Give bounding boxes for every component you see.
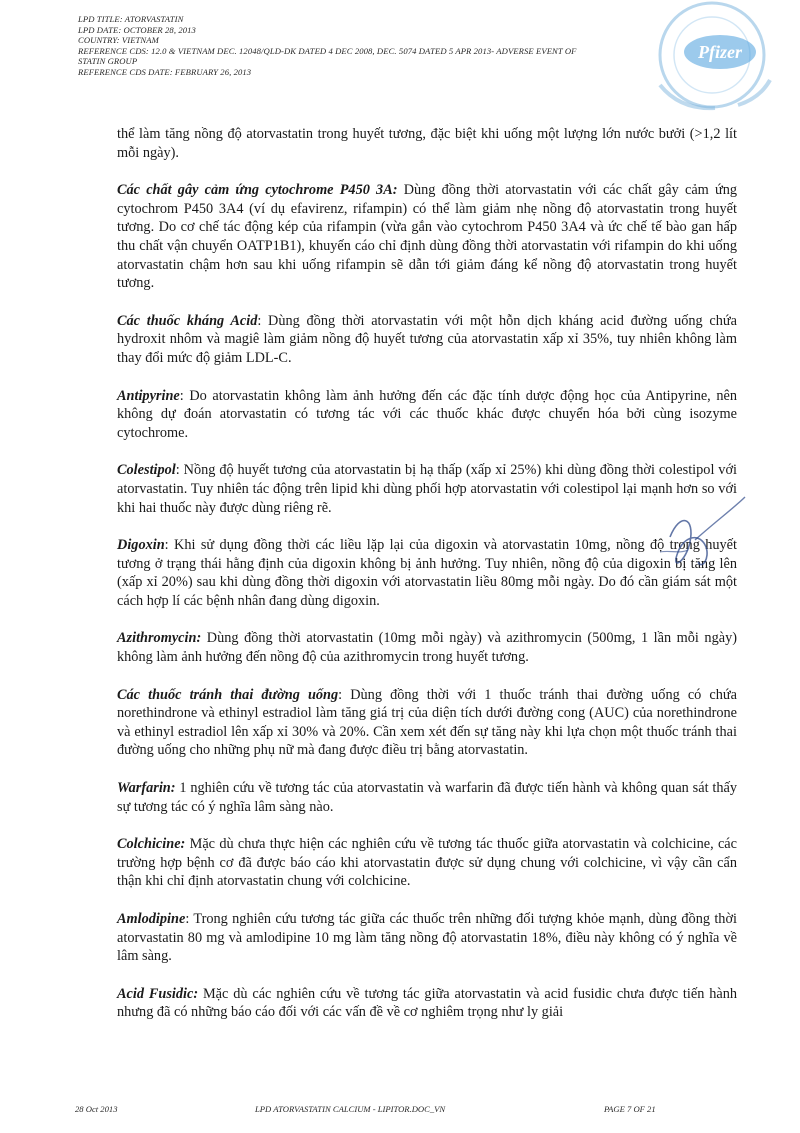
paragraph — [117, 125, 737, 162]
paragraph-text: Mặc dù chưa thực hiện các nghiên cứu về tương tác thuốc giữa atorvastatin và colchicine, các trường hợp bệnh cơ đã được báo cáo khi atorvastatin được sử dụng chung với colchicine, vì vậy cần cẩn thận khi chỉ định atorvastatin chung với colchicine. — [117, 836, 737, 890]
paragraph-text: : Dùng đồng thời atorvastatin với một hỗn dịch kháng acid đường uống chứa hydroxit nhôm và magiê làm giảm nồng độ huyết tương của atorvastatin xấp xỉ 35%, tuy nhiên không làm thay đổi mức độ giảm LDL-C. — [117, 312, 737, 366]
paragraph-term: Amlodipine — [117, 911, 186, 927]
paragraph — [117, 181, 737, 293]
header-line: REFERENCE CDS DATE: FEBRUARY 26, 2013 — [78, 66, 252, 77]
paragraph-term: Digoxin — [117, 537, 165, 554]
paragraph-term: Antipyrine — [117, 387, 180, 404]
paragraph-text: thể làm tăng nồng độ atorvastatin trong huyết tương, đặc biệt khi uống một lượng lớn nước bưởi (>1,2 lít mỗi ngày). — [117, 126, 737, 161]
paragraph-term: Colchicine: — [117, 836, 186, 853]
footer-page-number: PAGE 7 OF 21 — [604, 1104, 656, 1114]
header-line: LPD DATE: OCTOBER 28, 2013 — [78, 24, 196, 35]
footer-document-name: LPD ATORVASTATIN CALCIUM - LIPITOR.DOC_VN — [255, 1104, 446, 1114]
svg-text:Pfizer: Pfizer — [698, 42, 742, 62]
paragraph — [117, 985, 737, 1022]
paragraph-text: : Nồng độ huyết tương của atorvastatin bị hạ thấp (xấp xỉ 25%) khi dùng đồng thời colestipol với atorvastatin. Tuy nhiên tác động trên lipid khi dùng phối hợp atorvastatin với colestipol lại mạnh hơn so với khi hai thuốc này được dùng riêng rẽ. — [117, 462, 737, 516]
footer-date: 28 Oct 2013 — [75, 1104, 118, 1114]
paragraph-text: : Khi sử dụng đồng thời các liều lặp lại của digoxin và atorvastatin 10mg, nồng độ trong huyết tương ở trạng thái hằng định của digoxin không bị ảnh hưởng. Tuy nhiên, nồng độ của digoxin bị tăng lên (xấp xỉ 20%) sau khi dùng đồng thời digoxin với atorvastatin liều 80mg mỗi ngày. Do đó cần giám sát một cách hợp lí các bệnh nhân đang dùng digoxin. — [117, 537, 737, 609]
paragraph — [117, 686, 737, 760]
paragraph-text: Dùng đồng thời atorvastatin (10mg mỗi ngày) và azithromycin (500mg, 1 lần mỗi ngày) không làm ảnh hưởng đến nồng độ của azithromycin trong huyết tương. — [117, 630, 737, 666]
paragraph-text: 1 nghiên cứu về tương tác của atorvastatin và warfarin đã được tiến hành và không quan sát thấy sự tương tác có ý nghĩa lâm sàng nào. — [117, 780, 737, 815]
paragraph-term: Các thuốc tránh thai đường uống — [117, 686, 339, 703]
paragraph-text: : Dùng đồng thời với 1 thuốc tránh thai đường uống có chứa norethindrone và ethinyl estradiol làm tăng giá trị của diện tích dưới đường cong (AUC) của norethindrone và ethinyl estradiol lên xấp xỉ 30% và 20%. Cần xem xét đến sự tăng này khi lựa chọn một thuốc tránh thai đường uống cho những phụ nữ mà đang được điều trị bằng atorvastatin. — [117, 686, 738, 759]
paragraph-term: Warfarin: — [117, 780, 176, 797]
header-line: COUNTRY: VIETNAM — [78, 35, 159, 46]
header-line: LPD TITLE: ATORVASTATIN — [78, 14, 184, 24]
paragraph-text: Dùng đồng thời atorvastatin với các chất gây cảm ứng cytochrom P450 3A4 (ví dụ efavirenz, rifampin) có thể làm giảm nhẹ nồng độ atorvastatin trong huyết tương. Do cơ chế tác động kép của rifampin (vừa gắn vào cytochrom P450 3A4 và ức chế tế bào gan hấp thu chất vận chuyển OATP1B1), khuyến cáo chỉ định dùng đồng thời atorvastatin với rifampin do khi uống atorvastatin chậm hơn sau khi uống rifampin sẽ dẫn tới giảm đáng kể nồng độ atorvastatin trong huyết tương. — [117, 182, 738, 292]
paragraph-text: : Do atorvastatin không làm ảnh hưởng đến các đặc tính dược động học của Antipyrine, nên không dự đoán atorvastatin có tương tác với các thuốc khác được chuyển hóa bởi cùng isozyme cytochrome. — [117, 387, 737, 441]
paragraph — [117, 629, 737, 666]
company-seal-stamp — [620, 0, 800, 125]
paragraph-text: Mặc dù các nghiên cứu về tương tác giữa atorvastatin và acid fusidic chưa được tiến hành nhưng đã có những báo cáo đối với các vấn đề về cơ nghiêm trọng như ly giải — [117, 985, 737, 1021]
paragraph-term: Colestipol — [117, 462, 176, 479]
header-line: REFERENCE CDS: 12.0 & VIETNAM DEC. 12048/QLD-DK DATED 4 DEC 2008, DEC. 5074 DATED 5 APR 2013- ADVERSE EVENT OF — [78, 45, 577, 56]
paragraph-term: Các chất gây cảm ứng cytochrome P450 3A: — [117, 182, 398, 199]
header-line: STATIN GROUP — [78, 56, 138, 67]
paragraph — [117, 835, 737, 891]
paragraph — [117, 387, 737, 443]
handwritten-signature — [640, 492, 750, 592]
paragraph — [117, 910, 737, 966]
paragraph-term: Các thuốc kháng Acid — [117, 312, 258, 329]
paragraph-term: Azithromycin: — [117, 630, 202, 647]
paragraph-text: : Trong nghiên cứu tương tác giữa các thuốc trên những đối tượng khỏe mạnh, dùng đồng thời atorvastatin 80 mg và amlodipine 10 mg làm tăng nồng độ atorvastatin 18%, điều này không có ý nghĩa về lâm sàng. — [117, 911, 737, 965]
paragraph — [117, 779, 737, 816]
paragraph-term: Acid Fusidic: — [117, 985, 199, 1002]
paragraph — [117, 312, 737, 368]
